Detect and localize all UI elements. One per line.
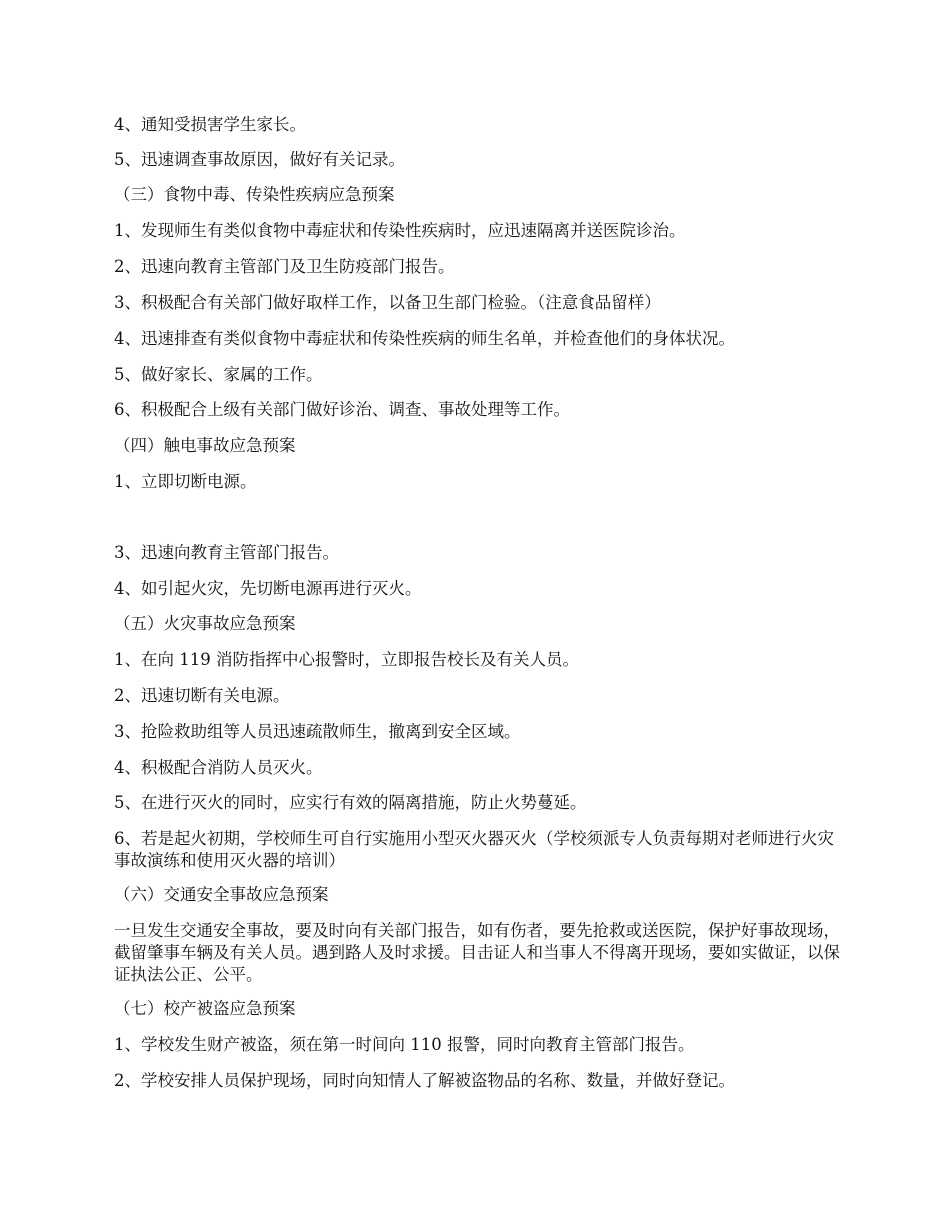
section-heading-food-poisoning: （三）食物中毒、传染性疾病应急预案	[114, 185, 395, 204]
section-heading-traffic: （六）交通安全事故应急预案	[114, 885, 329, 904]
paragraph-food-1: 1、发现师生有类似食物中毒症状和传染性疾病时，应迅速隔离并送医院诊治。	[114, 221, 686, 240]
paragraph-theft-1: 1、学校发生财产被盗，须在第一时间向 110 报警，同时向教育主管部门报告。	[114, 1035, 695, 1054]
paragraph-shock-4: 4、如引起火灾，先切断电源再进行灭火。	[114, 579, 422, 598]
paragraph-fire-1: 1、在向 119 消防指挥中心报警时，立即报告校长及有关人员。	[114, 650, 579, 669]
section-heading-fire: （五）火灾事故应急预案	[114, 614, 296, 633]
section-heading-electric-shock: （四）触电事故应急预案	[114, 436, 296, 455]
paragraph-food-3: 3、积极配合有关部门做好取样工作，以备卫生部门检验。（注意食品留样）	[114, 293, 661, 312]
paragraph-theft-2: 2、学校安排人员保护现场，同时向知情人了解被盗物品的名称、数量，并做好登记。	[114, 1071, 735, 1090]
paragraph-food-2: 2、迅速向教育主管部门及卫生防疫部门报告。	[114, 257, 455, 276]
paragraph-food-4: 4、迅速排查有类似食物中毒症状和传染性疾病的师生名单，并检查他们的身体状况。	[114, 329, 735, 348]
paragraph-fire-6: 6、若是起火初期，学校师生可自行实施用小型灭火器灭火（学校须派专人负责每期对老师进行火灾事故演练和使用灭火器的培训）	[114, 829, 834, 870]
paragraph-investigate-cause: 5、迅速调查事故原因，做好有关记录。	[114, 150, 405, 169]
section-heading-theft: （七）校产被盗应急预案	[114, 999, 296, 1018]
paragraph-fire-5: 5、在进行灭火的同时，应实行有效的隔离措施，防止火势蔓延。	[114, 793, 587, 812]
paragraph-fire-2: 2、迅速切断有关电源。	[114, 686, 290, 705]
paragraph-notify-parents: 4、通知受损害学生家长。	[114, 115, 306, 134]
paragraph-shock-3: 3、迅速向教育主管部门报告。	[114, 543, 339, 562]
paragraph-traffic: 一旦发生交通安全事故，要及时向有关部门报告，如有伤者，要先抢救或送医院，保护好事故现场，截留肇事车辆及有关人员。遇到路人及时求援。目击证人和当事人不得离开现场，要如实做证，以保证执法公正、公平。	[114, 921, 840, 984]
paragraph-food-5: 5、做好家长、家属的工作。	[114, 365, 323, 384]
paragraph-fire-4: 4、积极配合消防人员灭火。	[114, 758, 323, 777]
paragraph-food-6: 6、积极配合上级有关部门做好诊治、调查、事故处理等工作。	[114, 400, 570, 419]
paragraph-fire-3: 3、抢险救助组等人员迅速疏散师生，撤离到安全区域。	[114, 722, 521, 741]
paragraph-shock-1: 1、立即切断电源。	[114, 472, 257, 491]
